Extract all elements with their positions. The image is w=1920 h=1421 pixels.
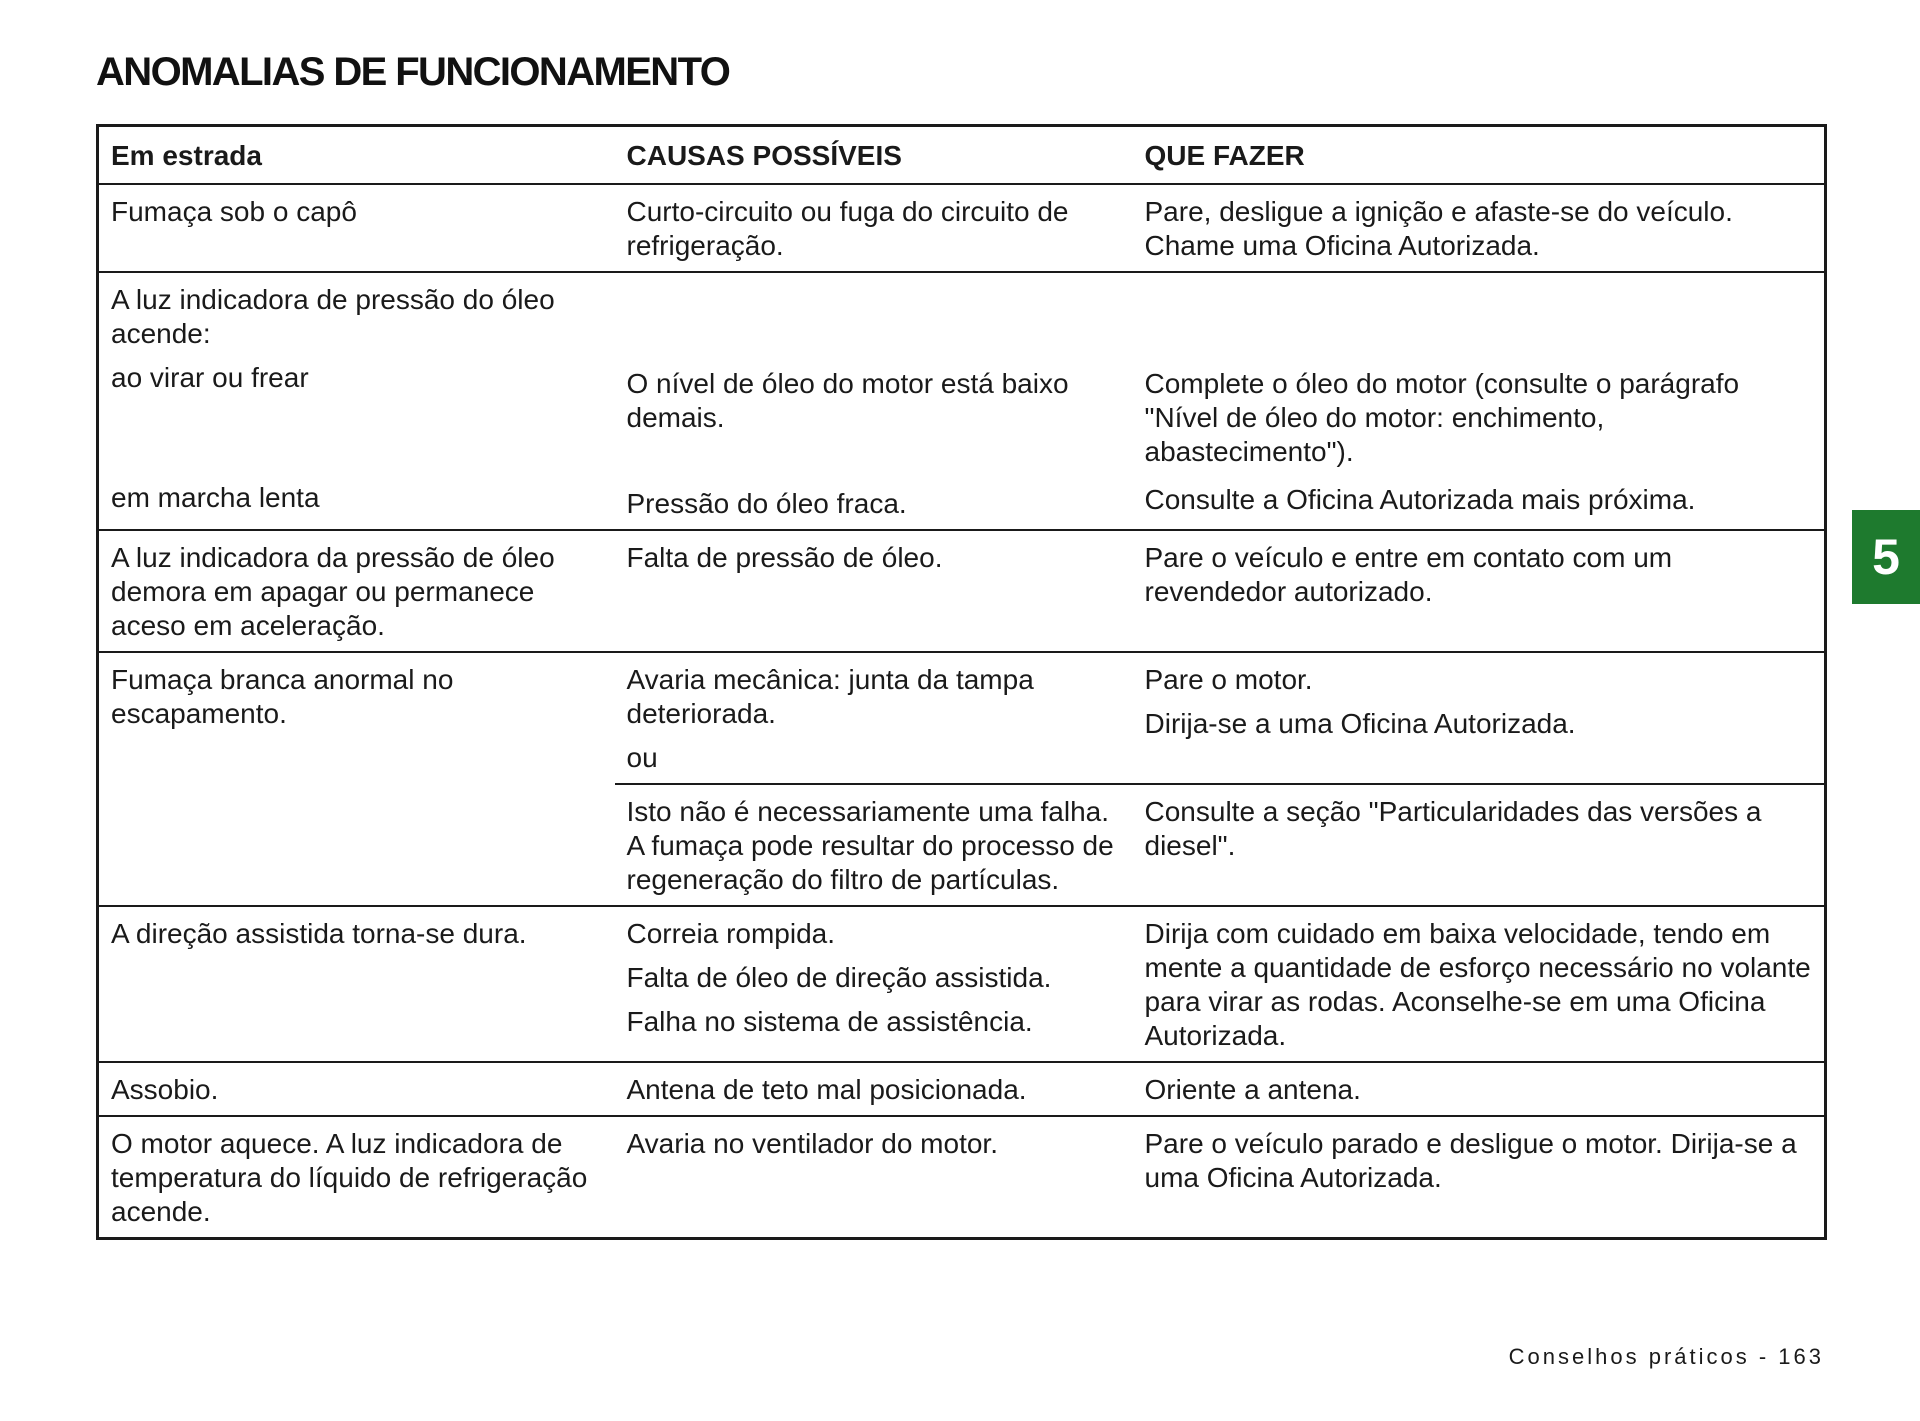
action-cell: Pare, desligue a ignição e afaste-se do veículo. Chame uma Oficina Autorizada. xyxy=(1133,184,1826,272)
table-row xyxy=(98,906,1826,1062)
table-row xyxy=(98,1116,1826,1239)
cause-cell xyxy=(615,272,1133,530)
page-title: ANOMALIAS DE FUNCIONAMENTO xyxy=(96,50,730,94)
symptom-cell: O motor aquece. A luz indicadora de temperatura do líquido de refrigeração acende. xyxy=(98,1116,615,1239)
cause-sub-b: Pressão do óleo fraca. xyxy=(626,488,907,519)
header-causas-possiveis: CAUSAS POSSÍVEIS xyxy=(626,140,902,171)
cause-cell: Curto-circuito ou fuga do circuito de refrigeração. xyxy=(615,184,1133,272)
cause-or: ou xyxy=(626,742,658,773)
anomalies-table xyxy=(96,124,1827,1240)
action-cell: Pare o veículo parado e desligue o motor. Dirija-se a uma Oficina Autorizada. xyxy=(1133,1116,1826,1239)
cause-cell: Avaria no ventilador do motor. xyxy=(615,1116,1133,1239)
symptom-sub-a: ao virar ou frear xyxy=(111,362,309,393)
cause-sub-a: O nível de óleo do motor está baixo demais. xyxy=(626,368,1069,433)
page-footer: Conselhos práticos - 163 xyxy=(1508,1344,1824,1369)
action-cell: Oriente a antena. xyxy=(1133,1062,1826,1116)
symptom-cell xyxy=(98,272,615,530)
header-em-estrada: Em estrada xyxy=(111,140,262,171)
action-text: Pare o motor. xyxy=(1144,664,1313,695)
symptom-cell: Assobio. xyxy=(98,1062,615,1116)
table-row xyxy=(98,272,1826,530)
cause-cell: Falta de pressão de óleo. xyxy=(615,530,1133,652)
cause-text: Falha no sistema de assistência. xyxy=(626,1006,1033,1037)
table-header-row xyxy=(98,126,1826,185)
cause-cell xyxy=(615,652,1133,784)
action-text: Dirija-se a uma Oficina Autorizada. xyxy=(1144,708,1576,739)
symptom-cell: Fumaça branca anormal no escapamento. xyxy=(98,652,615,906)
symptom-cell: A direção assistida torna-se dura. xyxy=(98,906,615,1062)
cause-cell: Antena de teto mal posicionada. xyxy=(615,1062,1133,1116)
table-row xyxy=(98,530,1826,652)
action-sub-b: Consulte a Oficina Autorizada mais próxima. xyxy=(1144,484,1696,515)
cause-text: Avaria mecânica: junta da tampa deteriorada. xyxy=(626,664,1034,729)
symptom-sub-b: em marcha lenta xyxy=(111,482,320,513)
action-cell xyxy=(1133,652,1826,784)
action-cell: Pare o veículo e entre em contato com um revendedor autorizado. xyxy=(1133,530,1826,652)
header-que-fazer: QUE FAZER xyxy=(1144,140,1305,171)
action-cell: Consulte a seção "Particularidades das versões a diesel". xyxy=(1133,784,1826,906)
symptom-intro: A luz indicadora de pressão do óleo acende: xyxy=(111,284,555,349)
symptom-cell: Fumaça sob o capô xyxy=(98,184,615,272)
table-row xyxy=(98,1062,1826,1116)
cause-text: Correia rompida. xyxy=(626,918,836,949)
symptom-cell: A luz indicadora da pressão de óleo demora em apagar ou permanece aceso em aceleração. xyxy=(98,530,615,652)
cause-cell: Isto não é necessariamente uma falha. A fumaça pode resultar do processo de regeneração do filtro de partículas. xyxy=(615,784,1133,906)
cause-text: Falta de óleo de direção assistida. xyxy=(626,962,1052,993)
action-cell xyxy=(1133,272,1826,530)
table-row xyxy=(98,652,1826,784)
action-sub-a: Complete o óleo do motor (consulte o parágrafo "Nível de óleo do motor: enchimento, abastecimento"). xyxy=(1144,368,1740,467)
cause-cell xyxy=(615,906,1133,1062)
table-row xyxy=(98,184,1826,272)
action-cell: Dirija com cuidado em baixa velocidade, tendo em mente a quantidade de esforço necessário no volante para virar as rodas. Aconselhe-se em uma Oficina Autorizada. xyxy=(1133,906,1826,1062)
section-tab-marker: 5 xyxy=(1852,510,1920,604)
